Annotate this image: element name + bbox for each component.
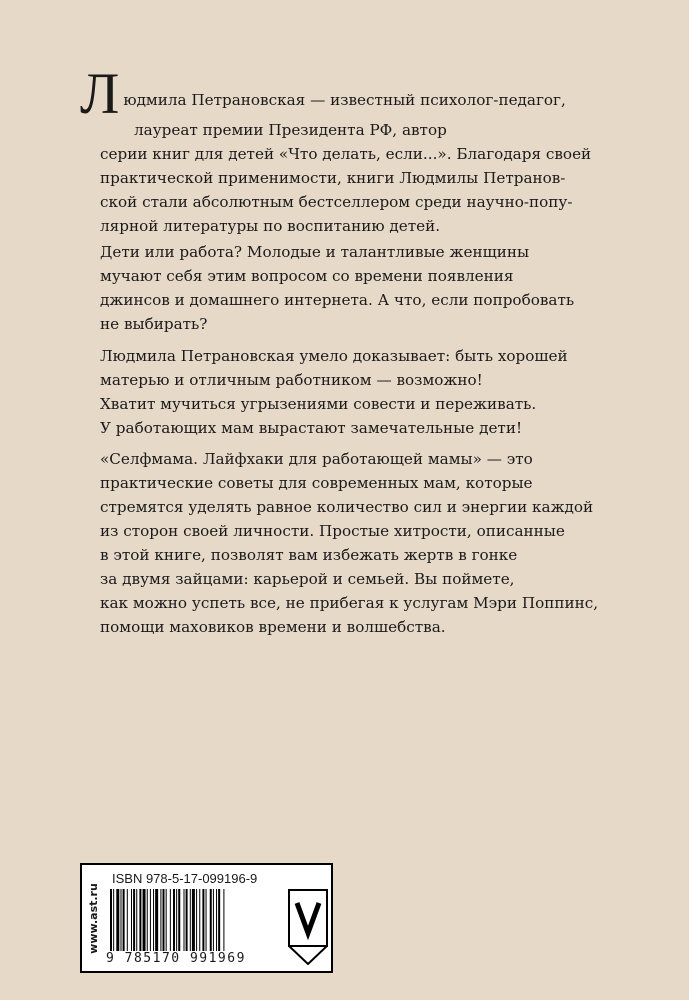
- text-line: юдмила Петрановская — известный психолог-педагог,: [123, 91, 566, 109]
- text-line: не выбирать?: [100, 315, 208, 333]
- text-line: за двумя зайцами: карьерой и семьей. Вы поймете,: [100, 570, 515, 588]
- barcode-digits: 9 785170 991969: [106, 951, 246, 966]
- text-line: в этой книге, позволят вам избежать жертв в гонке: [100, 546, 518, 564]
- text-line: серии книг для детей «Что делать, если...». Благодаря своей: [100, 145, 592, 163]
- paragraph-question: [80, 240, 600, 336]
- paragraph-description: [80, 447, 600, 639]
- text-line: ской стали абсолютным бестселлером среди научно-попу-: [100, 193, 573, 211]
- author-bio: [80, 61, 600, 238]
- text-line: «Селфмама. Лайфхаки для работающей мамы» — это: [100, 450, 533, 468]
- text-line: практической применимости, книги Людмилы Петранов-: [100, 169, 566, 187]
- text-line: из сторон своей личности. Простые хитрости, описанные: [100, 522, 565, 540]
- text-line: помощи маховиков времени и волшебства.: [100, 618, 446, 636]
- text-line: Хватит мучиться угрызениями совести и переживать.: [100, 395, 537, 413]
- text-line: мучают себя этим вопросом со времени появления: [100, 267, 514, 285]
- paragraph-argument: [80, 344, 600, 440]
- publisher-logo-icon: [288, 889, 328, 965]
- text-line: как можно успеть все, не прибегая к услугам Мэри Поппинс,: [100, 594, 599, 612]
- publisher-url: www.ast.ru: [86, 882, 100, 954]
- text-line: лауреат премии Президента РФ, автор: [134, 121, 447, 139]
- text-line: матерью и отличным работником — возможно!: [100, 371, 483, 389]
- barcode-panel: [80, 863, 333, 973]
- text-line: лярной литературы по воспитанию детей.: [100, 217, 441, 235]
- text-line: стремятся уделять равное количество сил и энергии каждой: [100, 498, 594, 516]
- text-line: практические советы для современных мам, которые: [100, 474, 533, 492]
- text-line: джинсов и домашнего интернета. А что, если попробовать: [100, 291, 575, 309]
- text-line: У работающих мам вырастают замечательные дети!: [100, 419, 523, 437]
- isbn-number: ISBN 978-5-17-099196-9: [112, 871, 258, 886]
- barcode-icon: [110, 889, 278, 951]
- text-line: Дети или работа? Молодые и талантливые женщины: [100, 243, 530, 261]
- text-line: Людмила Петрановская умело доказывает: быть хорошей: [100, 347, 568, 365]
- drop-cap: Л: [80, 61, 120, 126]
